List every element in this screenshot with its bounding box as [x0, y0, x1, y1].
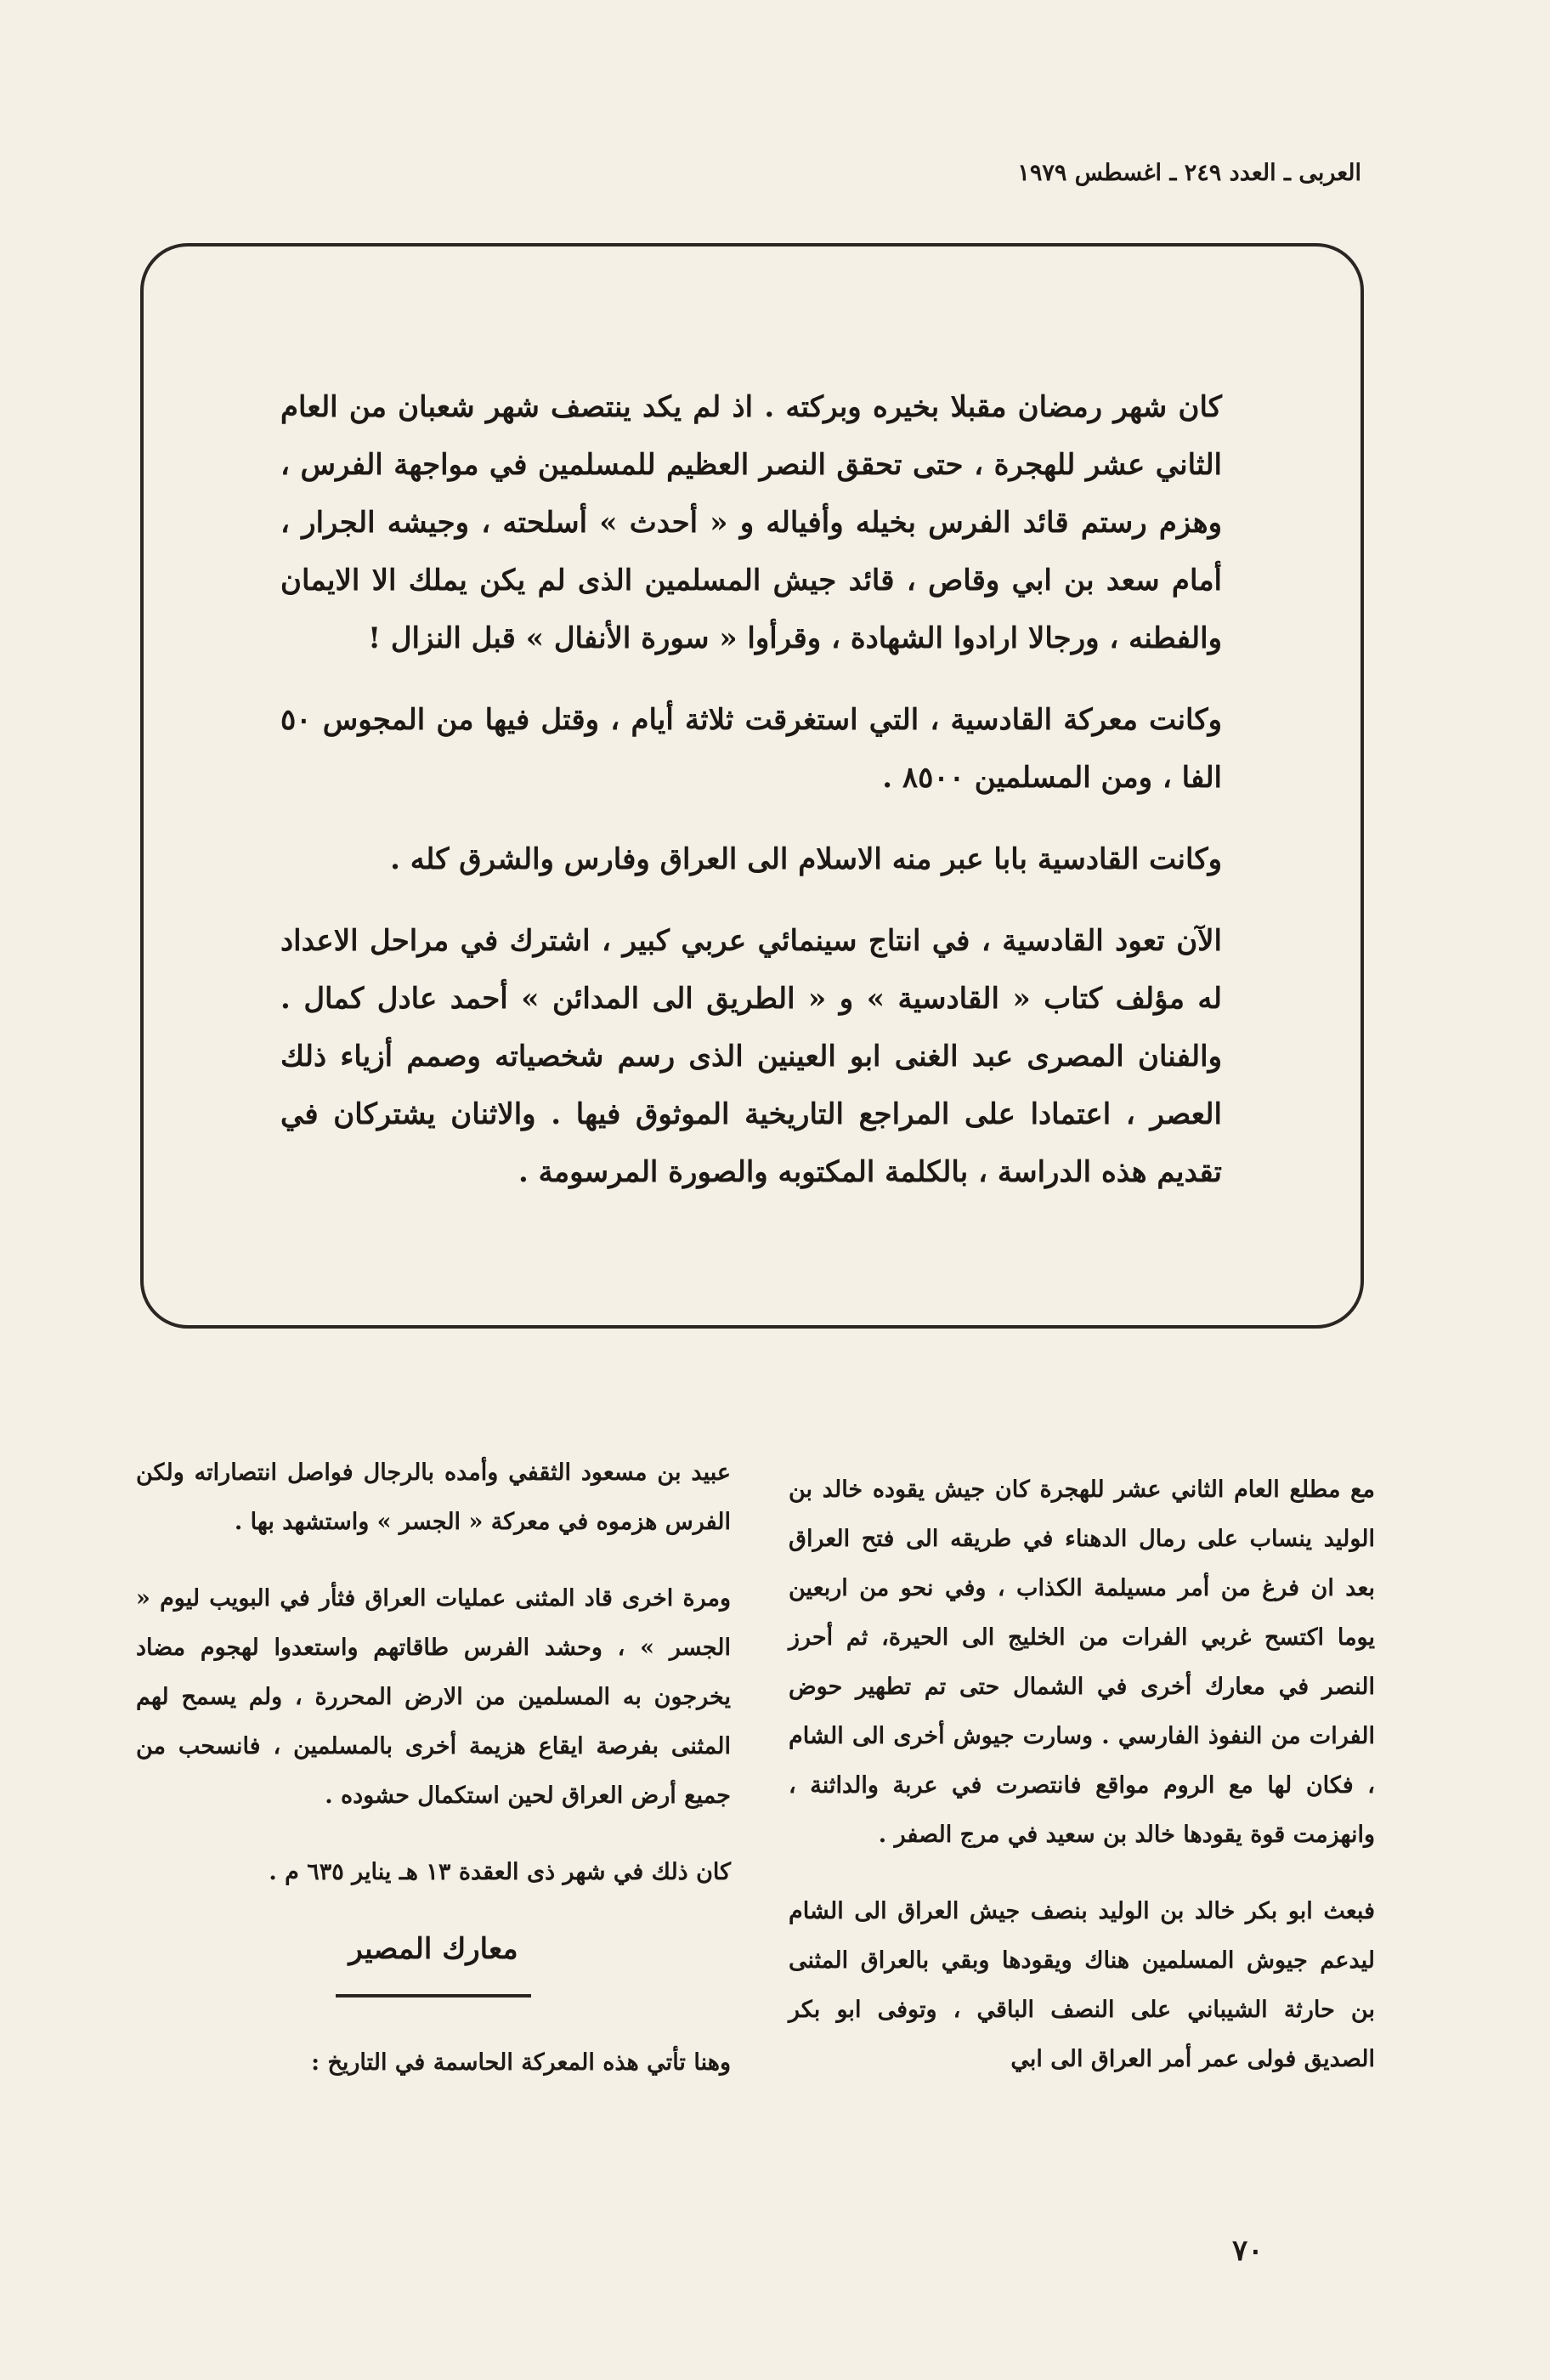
- intro-paragraph: الآن تعود القادسية ، في انتاج سينمائي عربي كبير ، اشترك في مراحل الاعداد له مؤلف كتاب « القادسية » و « الطريق الى المدائن » أحمد عادل كمال . والفنان المصرى عبد الغنى ابو العينين الذى رسم شخصياته وصمم أزياء ذلك العصر ، اعتمادا على المراجع التاريخية الموثوق فيها . والاثنان يشتركان في تقديم هذه الدراسة ، بالكلمة المكتوبه والصورة المرسومة .: [280, 924, 1222, 1189]
- intro-paragraph: وكانت القادسية بابا عبر منه الاسلام الى العراق وفارس والشرق كله .: [390, 842, 1222, 876]
- body-paragraph: عبيد بن مسعود الثقفي وأمده بالرجال فواصل انتصاراته ولكن الفرس هزموه في معركة « الجسر » واستشهد بها .: [136, 1459, 731, 1535]
- body-paragraph: فبعث ابو بكر خالد بن الوليد بنصف جيش العراق الى الشام ليدعم جيوش المسلمين هناك ويقودها وبقي بالعراق المثنى بن حارثة الشيباني على النصف الباقي ، وتوفى ابو بكر الصديق فولى عمر أمر العراق الى ابي: [789, 1898, 1375, 2072]
- intro-box-text: [280, 378, 1222, 1254]
- left-column: [136, 1448, 731, 2179]
- closing-line: وهنا تأتي هذه المعركة الحاسمة في التاريخ :: [311, 2049, 731, 2076]
- right-column: [789, 1465, 1375, 2196]
- body-paragraph: مع مطلع العام الثاني عشر للهجرة كان جيش يقوده خالد بن الوليد ينساب على رمال الدهناء في طريقه الى فتح العراق بعد ان فرغ من أمر مسيلمة الكذاب ، وفي نحو من اربعين يوما اكتسح غربي الفرات من الخليج الى الحيرة، ثم أحرز النصر في معارك أخرى في الشمال حتى تم تطهير حوض الفرات من النفوذ الفارسي . وسارت جيوش أخرى الى الشام ، فكان لها مع الروم مواقع فانتصرت في عربة والداثنة ، وانهزمت قوة يقودها خالد بن سعيد في مرج الصفر .: [789, 1476, 1375, 1848]
- subheading-divider: [336, 1994, 531, 1998]
- page-number: ٧٠: [1232, 2234, 1264, 2268]
- intro-paragraph: كان شهر رمضان مقبلا بخيره وبركته . اذ لم يكد ينتصف شهر شعبان من العام الثاني عشر للهجرة ، حتى تحقق النصر العظيم للمسلمين في مواجهة الفرس ، وهزم رستم قائد الفرس بخيله وأفياله و « أحدث » أسلحته ، وجيشه الجرار ، أمام سعد بن ابي وقاص ، قائد جيش المسلمين الذى لم يكن يملك الا الايمان والفطنه ، ورجالا ارادوا الشهادة ، وقرأوا « سورة الأنفال » قبل النزال !: [280, 390, 1222, 655]
- issue-header: العربى ـ العدد ٢٤٩ ـ اغسطس ١٩٧٩: [1017, 160, 1361, 186]
- section-subheading: معارك المصير: [348, 1932, 518, 1966]
- intro-paragraph: وكانت معركة القادسية ، التي استغرقت ثلاثة أيام ، وقتل فيها من المجوس ٥٠ الفا ، ومن المسلمين ٨٥٠٠ .: [280, 703, 1222, 795]
- body-paragraph: كان ذلك في شهر ذى العقدة ١٣ هـ يناير ٦٣٥ م .: [269, 1859, 731, 1885]
- body-paragraph: ومرة اخرى قاد المثنى عمليات العراق فثأر في البويب ليوم « الجسر » ، وحشد الفرس طاقاتهم واستعدوا لهجوم مضاد يخرجون به المسلمين من الارض المحررة ، ولم يسمح لهم المثنى بفرصة ايقاع هزيمة أخرى بالمسلمين ، فانسحب من جميع أرض العراق لحين استكمال حشوده .: [136, 1585, 731, 1809]
